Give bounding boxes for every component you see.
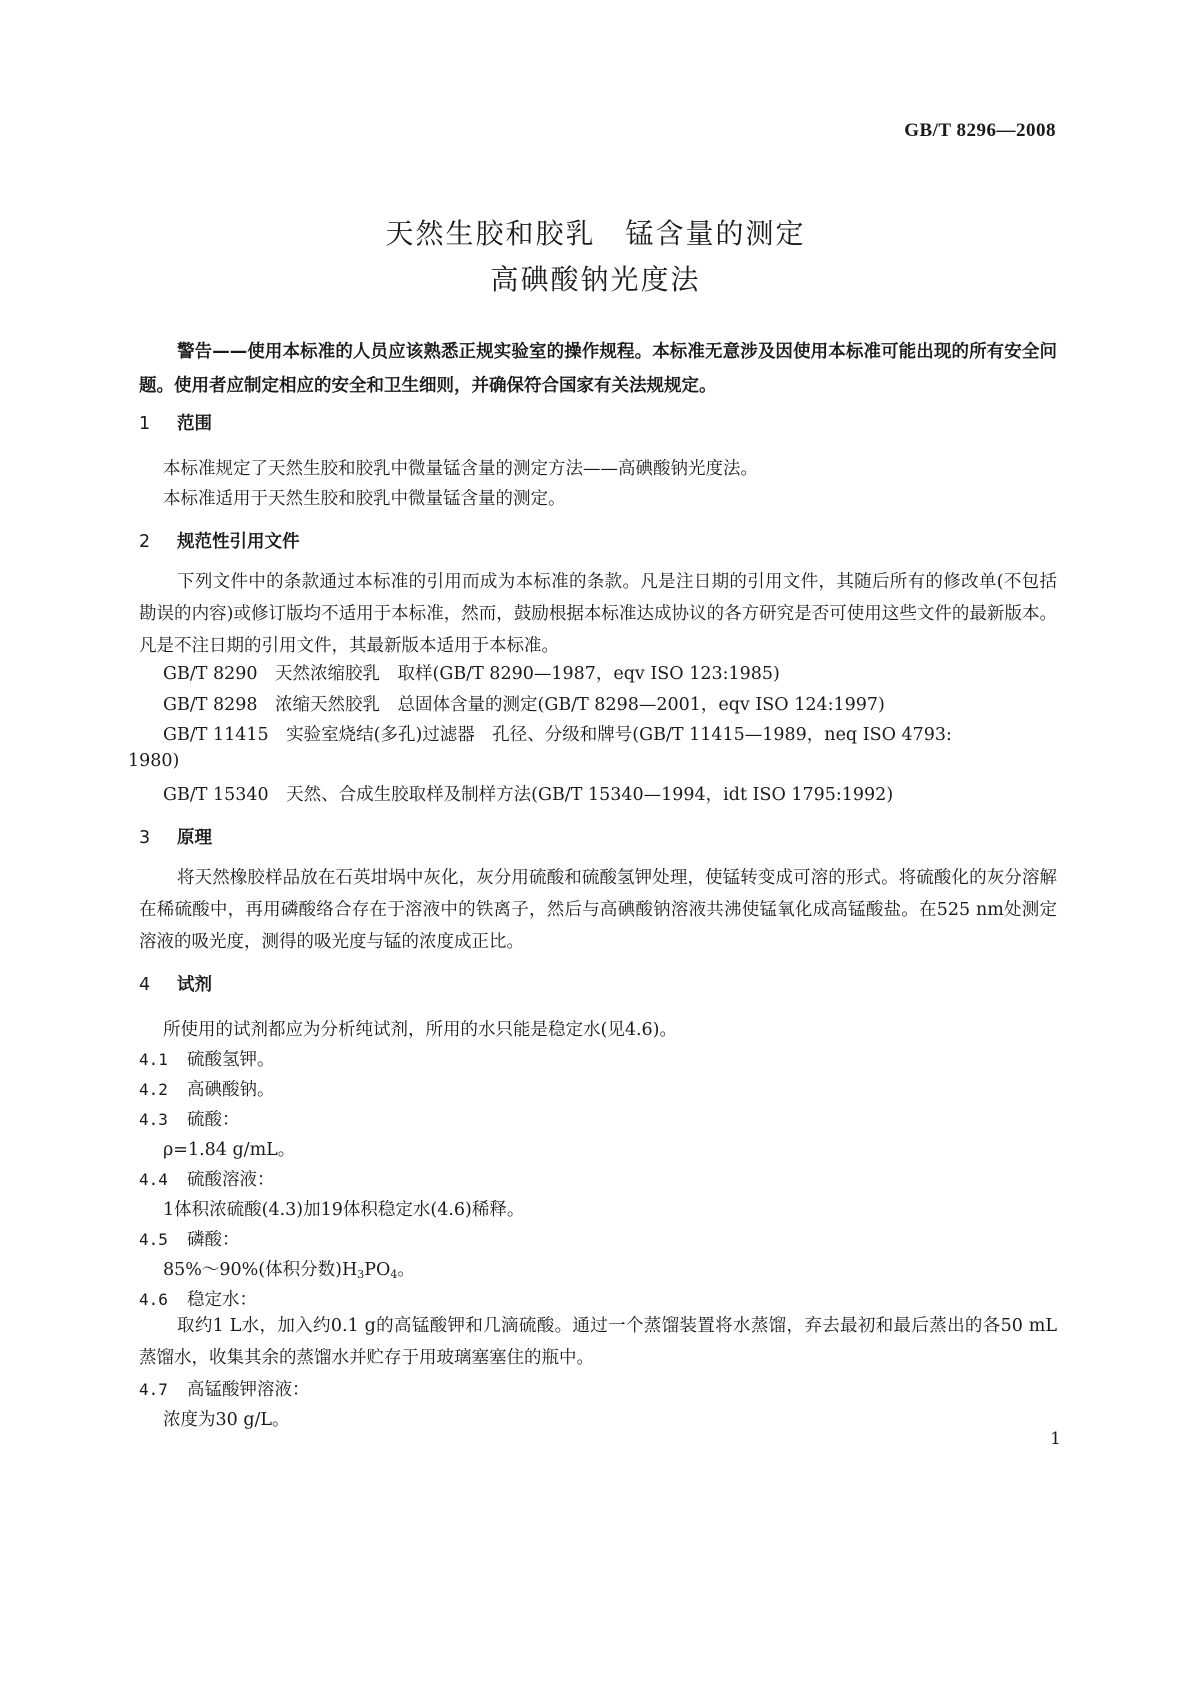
clause-4-5-detail: [163, 1256, 415, 1281]
section-number: 2: [139, 532, 151, 552]
clause-4-3-detail: ρ=1.84 g/mL。: [163, 1140, 296, 1160]
section-1-heading: [139, 410, 212, 435]
detail-text: 。: [397, 1260, 415, 1280]
clause-text: 稳定水：: [187, 1290, 257, 1310]
section-2-paragraph: 下列文件中的条款通过本标准的引用而成为本标准的条款。凡是注日期的引用文件，其随后所有的修改单(不包括勘误的内容)或修订版均不适用于本标准，然而，鼓励根据本标准达成协议的各方研究是否可使用这些文件的最新版本。凡是不注日期的引用文件，其最新版本适用于本标准。: [139, 572, 1057, 656]
clause-4-2: [139, 1076, 275, 1101]
page-number: 1: [1050, 1429, 1061, 1449]
subscript: 3: [357, 1268, 365, 1281]
clause-4-1: [139, 1046, 275, 1071]
section-2-heading: [139, 528, 300, 553]
clause-text: 硫酸：: [187, 1110, 240, 1130]
clause-4-3: [139, 1106, 240, 1131]
clause-number: 4.3: [139, 1110, 168, 1129]
clause-text: 高碘酸钠。: [187, 1080, 275, 1100]
section-1-paragraph-2: 本标准适用于天然生胶和胶乳中微量锰含量的测定。: [163, 489, 566, 509]
section-number: 3: [139, 828, 151, 848]
subscript: 4: [390, 1268, 398, 1281]
section-title: 原理: [177, 828, 212, 848]
section-3-heading: [139, 824, 212, 849]
clause-text: 硫酸溶液：: [187, 1170, 275, 1190]
clause-number: 4.7: [139, 1380, 168, 1399]
clause-number: 4.5: [139, 1230, 168, 1249]
clause-4-6: [139, 1286, 257, 1311]
clause-number: 4.4: [139, 1170, 168, 1189]
document-subtitle: 高碘酸钠光度法: [490, 263, 701, 296]
clause-4-4: [139, 1166, 275, 1191]
clause-text: 硫酸氢钾。: [187, 1050, 275, 1070]
reference-item: GB/T 8290 天然浓缩胶乳 取样(GB/T 8290—1987，eqv ISO 123:1985): [163, 664, 780, 684]
section-1-paragraph-1: 本标准规定了天然生胶和胶乳中微量锰含量的测定方法——高碘酸钠光度法。: [163, 459, 758, 479]
clause-4-7: [139, 1376, 310, 1401]
clause-4-7-detail: 浓度为30 g/L。: [163, 1410, 290, 1430]
clause-4-5: [139, 1226, 240, 1251]
document-title: 天然生胶和胶乳 锰含量的测定: [385, 217, 806, 250]
reference-item: GB/T 11415 实验室烧结(多孔)过滤器 孔径、分级和牌号(GB/T 11415—1989，neq ISO 4793:: [163, 725, 952, 745]
warning-paragraph: 警告——使用本标准的人员应该熟悉正规实验室的操作规程。本标准无意涉及因使用本标准可能出现的所有安全问题。使用者应制定相应的安全和卫生细则，并确保符合国家有关法规规定。: [139, 342, 1057, 396]
clause-number: 4.6: [139, 1290, 168, 1309]
clause-text: 磷酸：: [187, 1230, 240, 1250]
detail-text: 85%～90%(体积分数)H: [163, 1260, 358, 1280]
section-title: 规范性引用文件: [177, 532, 300, 552]
section-3-paragraph: 将天然橡胶样品放在石英坩埚中灰化，灰分用硫酸和硫酸氢钾处理，使锰转变成可溶的形式。将硫酸化的灰分溶解在稀硫酸中，再用磷酸络合存在于溶液中的铁离子，然后与高碘酸钠溶液共沸使锰氧化成高锰酸盐。在525 nm处测定溶液的吸光度，测得的吸光度与锰的浓度成正比。: [139, 868, 1057, 952]
clause-number: 4.2: [139, 1080, 168, 1099]
clause-4-6-detail: 取约1 L水，加入约0.1 g的高锰酸钾和几滴硫酸。通过一个蒸馏装置将水蒸馏，弃去最初和最后蒸出的各50 mL蒸馏水，收集其余的蒸馏水并贮存于用玻璃塞塞住的瓶中。: [139, 1316, 1057, 1368]
reference-item: GB/T 15340 天然、合成生胶取样及制样方法(GB/T 15340—1994，idt ISO 1795:1992): [163, 785, 894, 805]
section-title: 范围: [177, 414, 212, 434]
reference-item-continuation: 1980): [128, 751, 180, 771]
section-4-intro: 所使用的试剂都应为分析纯试剂，所用的水只能是稳定水(见4.6)。: [163, 1020, 677, 1040]
standard-number: GB/T 8296—2008: [904, 120, 1056, 141]
clause-4-4-detail: 1体积浓硫酸(4.3)加19体积稳定水(4.6)稀释。: [163, 1200, 525, 1220]
section-number: 1: [139, 414, 151, 434]
clause-text: 高锰酸钾溶液：: [187, 1380, 310, 1400]
section-title: 试剂: [177, 975, 212, 995]
reference-item: GB/T 8298 浓缩天然胶乳 总固体含量的测定(GB/T 8298—2001，eqv ISO 124:1997): [163, 695, 885, 715]
section-number: 4: [139, 975, 151, 995]
detail-text: PO: [364, 1260, 391, 1280]
section-4-heading: [139, 971, 212, 996]
clause-number: 4.1: [139, 1050, 168, 1069]
